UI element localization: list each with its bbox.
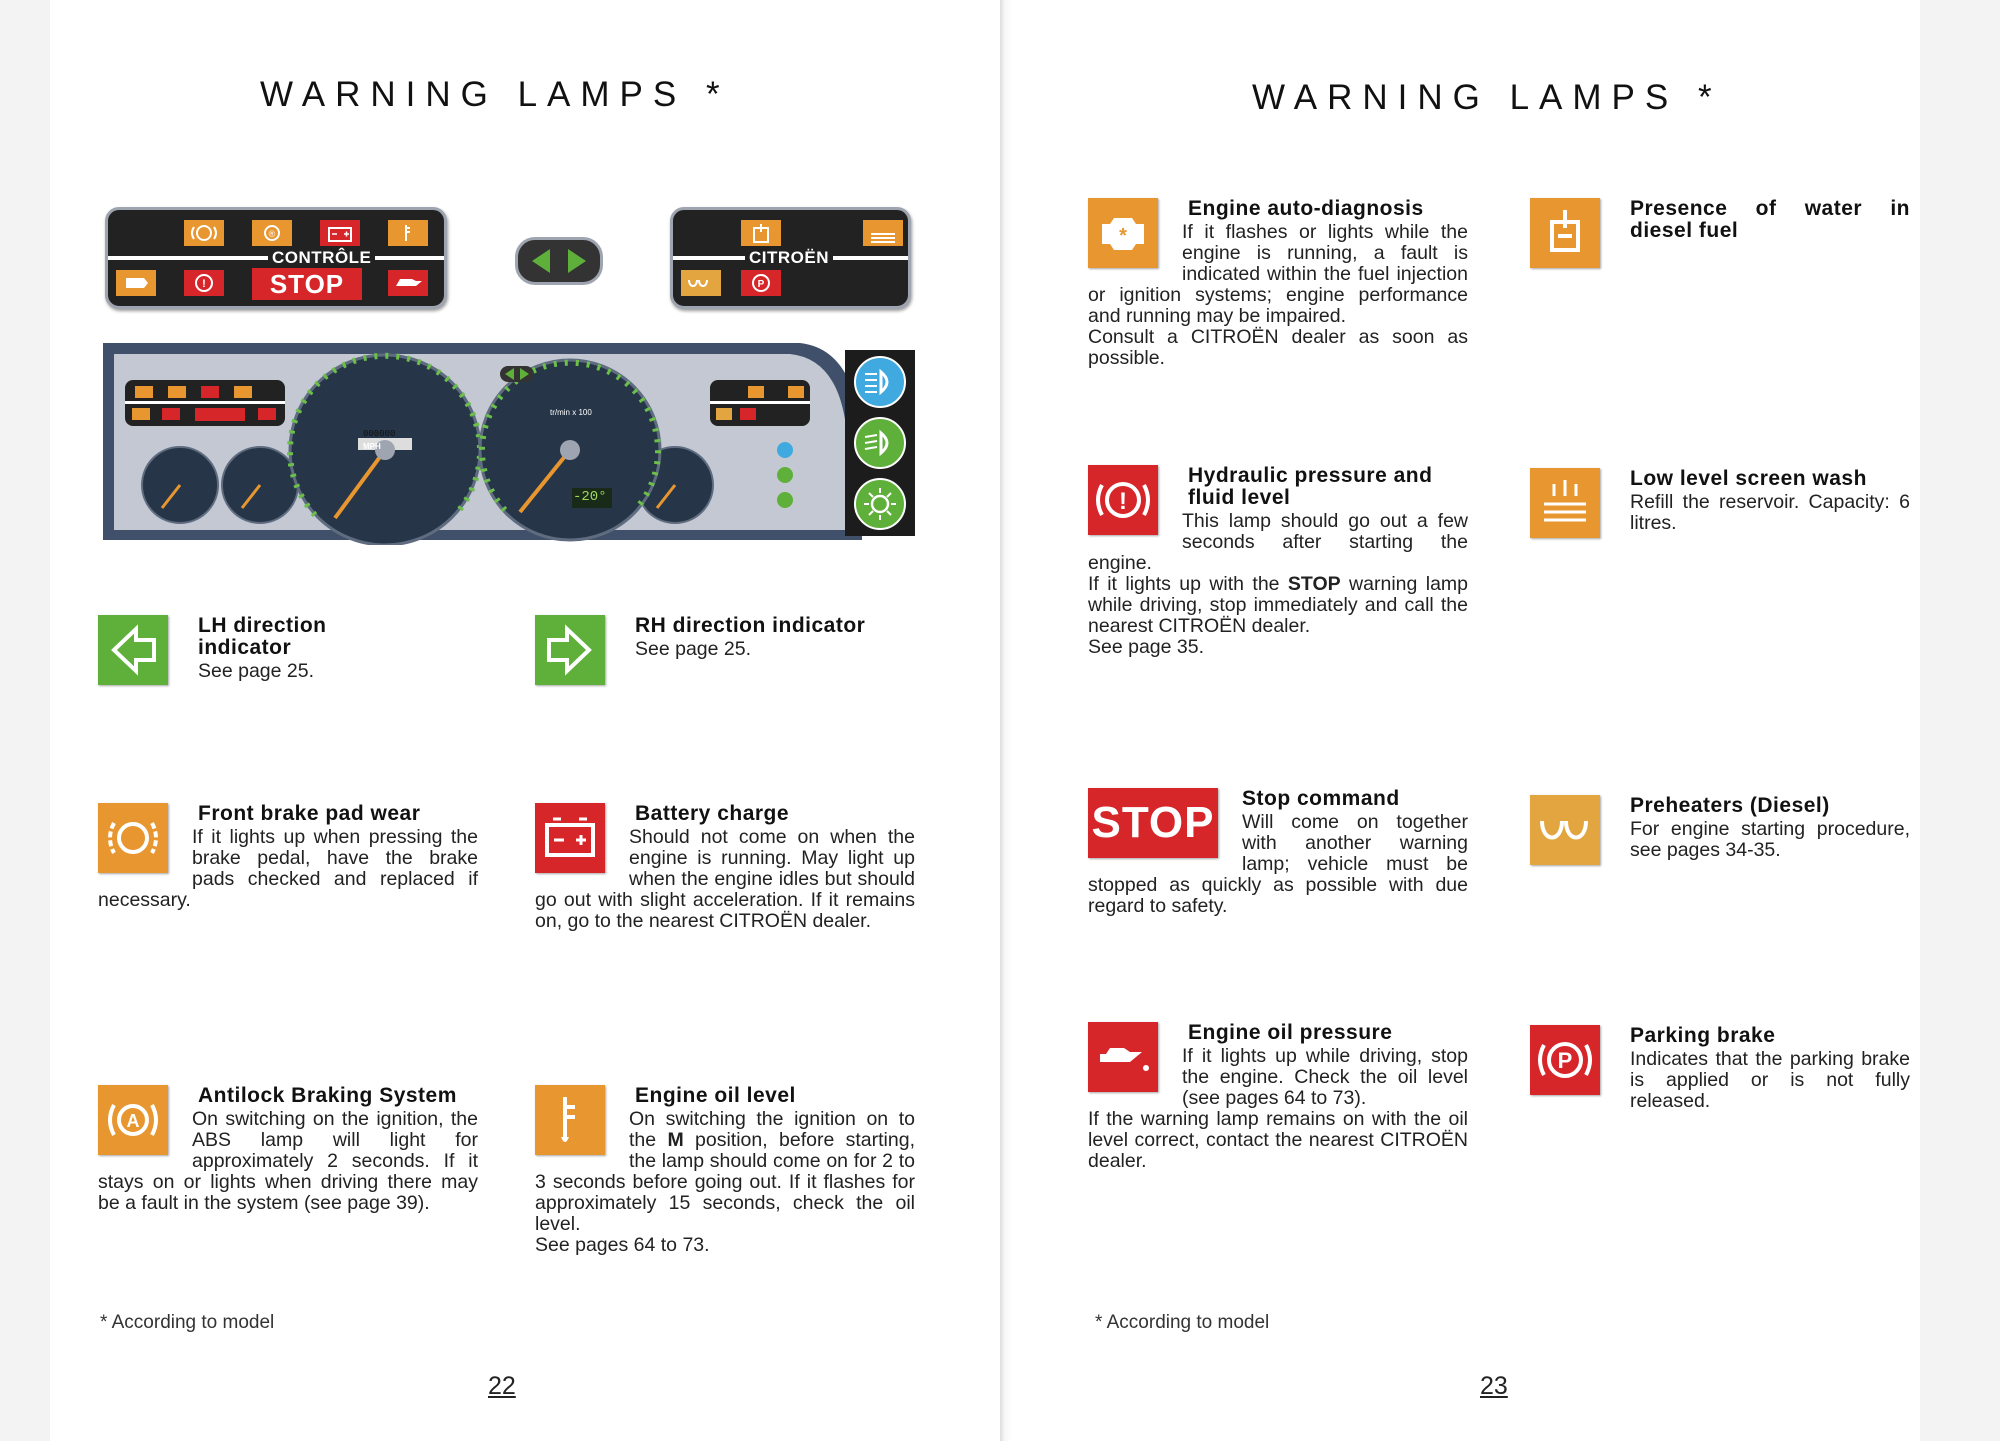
- entry-title: Preheaters (Diesel): [1630, 794, 1830, 817]
- entry-title: Engine auto-diagnosis: [1188, 197, 1424, 220]
- entry-battery: [535, 803, 915, 932]
- temp-readout: -20°: [573, 489, 607, 505]
- entry-title: Presence of water in diesel fuel: [1630, 197, 1910, 242]
- battery-icon: [535, 803, 605, 873]
- entry-body: Should not come on when the engine is running. May light up when the engine idles but should go out with slight acceleration. If it remains on, go to the nearest CITROËN dealer.: [535, 826, 915, 932]
- entry-body: On switching on the ignition, the ABS lamp will light for approximately 2 seconds. If it stays on or lights when driving there may be a fault in the system (see page 39).: [98, 1108, 478, 1214]
- direction-indicator-pod: [515, 237, 603, 285]
- parking-brake-lamp: [741, 270, 781, 296]
- entry-rh-direction: [535, 615, 955, 660]
- abs-icon: [98, 1085, 168, 1155]
- instrument-cluster: [100, 340, 865, 545]
- left-arrow-icon: [98, 615, 168, 685]
- svg-text:*: *: [1119, 225, 1127, 247]
- entry-title: Front brake pad wear: [198, 802, 421, 825]
- entry-title: Engine oil pressure: [1188, 1021, 1393, 1044]
- controle-stop-panel: [105, 207, 447, 309]
- entry-title: Hydraulic pressure and fluid level: [1188, 464, 1433, 509]
- entry-body: On switching the ignition on to the M position, before starting, the lamp should come on for 2 to 3 seconds before going out. If it flashes for approximately 15 seconds, check the oil level. See pages 64 to 73.: [535, 1108, 915, 1256]
- preheater-lamp: [681, 270, 721, 296]
- screen-wash-icon: [1530, 468, 1600, 538]
- page-title: WARNING LAMPS *: [1252, 78, 1722, 117]
- brake-pad-lamp: [184, 220, 224, 246]
- parking-brake-icon: [1530, 1025, 1600, 1095]
- entry-engine-diagnosis: [1088, 198, 1468, 369]
- right-arrow-icon: [535, 615, 605, 685]
- entry-body: Will come on together with another warning lamp; vehicle must be stopped as quickly as possible with due regard to safety.: [1088, 811, 1468, 917]
- entry-oil-pressure: [1088, 1022, 1468, 1172]
- page-number: 22: [488, 1372, 516, 1400]
- entry-body: Indicates that the parking brake is applied or is not fully released.: [1630, 1048, 1910, 1112]
- entry-title: Antilock Braking System: [198, 1084, 457, 1107]
- entry-title: Low level screen wash: [1630, 467, 1867, 490]
- entry-body: See page 25.: [635, 638, 752, 660]
- entry-lh-direction: [98, 615, 408, 682]
- stop-icon: STOP: [1088, 788, 1218, 858]
- entry-preheaters: [1530, 795, 1910, 861]
- entry-brake-pad: [98, 803, 478, 911]
- entry-title: Parking brake: [1630, 1024, 1776, 1047]
- entry-parking-brake: [1530, 1025, 1910, 1112]
- entry-hydraulic: [1088, 465, 1468, 658]
- entry-title: Battery charge: [635, 802, 790, 825]
- page-title: WARNING LAMPS *: [260, 75, 730, 114]
- entry-oil-level: [535, 1085, 915, 1256]
- controle-label: CONTRÔLE: [268, 248, 375, 268]
- footnote: * According to model: [100, 1312, 275, 1333]
- svg-text:®: ®: [268, 229, 276, 239]
- svg-text:!: !: [1119, 488, 1127, 515]
- svg-text:!: !: [202, 278, 206, 290]
- battery-lamp: [320, 220, 360, 246]
- entry-title: LH direction indicator: [198, 614, 327, 659]
- water-in-fuel-lamp: [741, 220, 781, 246]
- entry-body: For engine starting procedure, see pages 34-35.: [1630, 818, 1910, 861]
- hydraulic-icon: [1088, 465, 1158, 535]
- entry-body: If it lights up when pressing the brake pedal, have the brake pads checked and replaced if necessary.: [98, 826, 478, 911]
- entry-title: RH direction indicator: [635, 614, 866, 637]
- abs-lamp: [252, 220, 292, 246]
- screen-wash-lamp: [863, 220, 903, 246]
- svg-text:P: P: [1557, 1048, 1573, 1073]
- entry-screen-wash: [1530, 468, 1910, 534]
- oil-level-lamp: [388, 220, 428, 246]
- right-page: [1012, 0, 1920, 1441]
- entry-title: Engine oil level: [635, 1084, 796, 1107]
- entry-body: This lamp should go out a few seconds after starting the engine. If it lights up with the STOP warning lamp while driving, stop immediately and call the nearest CITROËN dealer. See page 35.: [1088, 510, 1469, 658]
- entry-body: If it flashes or lights while the engine is running, a fault is indicated within the fuel injection or ignition systems; engine performance and running may be impaired. Consult a CITROËN dealer as soon as possible.: [1088, 221, 1468, 369]
- page-number: 23: [1480, 1372, 1508, 1400]
- citroen-label: CITROËN: [745, 248, 833, 268]
- entry-body: See page 25.: [198, 660, 315, 682]
- svg-text:A: A: [126, 1111, 140, 1131]
- citroen-panel: [670, 207, 911, 309]
- entry-title: Stop command: [1242, 787, 1400, 810]
- entry-stop-command: [1088, 788, 1468, 917]
- footnote: * According to model: [1095, 1312, 1270, 1333]
- svg-text:P: P: [757, 279, 765, 290]
- water-in-fuel-icon: [1530, 198, 1600, 268]
- headlamp-lamps: [845, 350, 915, 536]
- book-spine: [1000, 0, 1012, 1441]
- entry-abs: [98, 1085, 478, 1214]
- hydraulic-lamp: [184, 270, 224, 296]
- engine-diagnosis-icon: [1088, 198, 1158, 268]
- oil-pressure-lamp: [388, 270, 428, 296]
- engine-diagnosis-lamp: [116, 270, 156, 296]
- entry-water-in-fuel: [1530, 198, 1910, 244]
- stop-lamp: STOP: [252, 268, 362, 300]
- odometer: 000000: [363, 429, 396, 439]
- tacho-unit: tr/min x 100: [550, 408, 592, 417]
- brake-pad-icon: [98, 803, 168, 873]
- left-page: [50, 0, 1000, 1441]
- entry-body: Refill the reservoir. Capacity: 6 litres.: [1630, 491, 1910, 534]
- oil-pressure-icon: [1088, 1022, 1158, 1092]
- oil-level-icon: [535, 1085, 605, 1155]
- speedo-unit: MPH: [363, 442, 381, 451]
- entry-body: If it lights up while driving, stop the engine. Check the oil level (see pages 64 to 73). If the warning lamp remains on with the oil level correct, contact the nearest CITROËN dealer.: [1088, 1045, 1468, 1172]
- preheater-icon: [1530, 795, 1600, 865]
